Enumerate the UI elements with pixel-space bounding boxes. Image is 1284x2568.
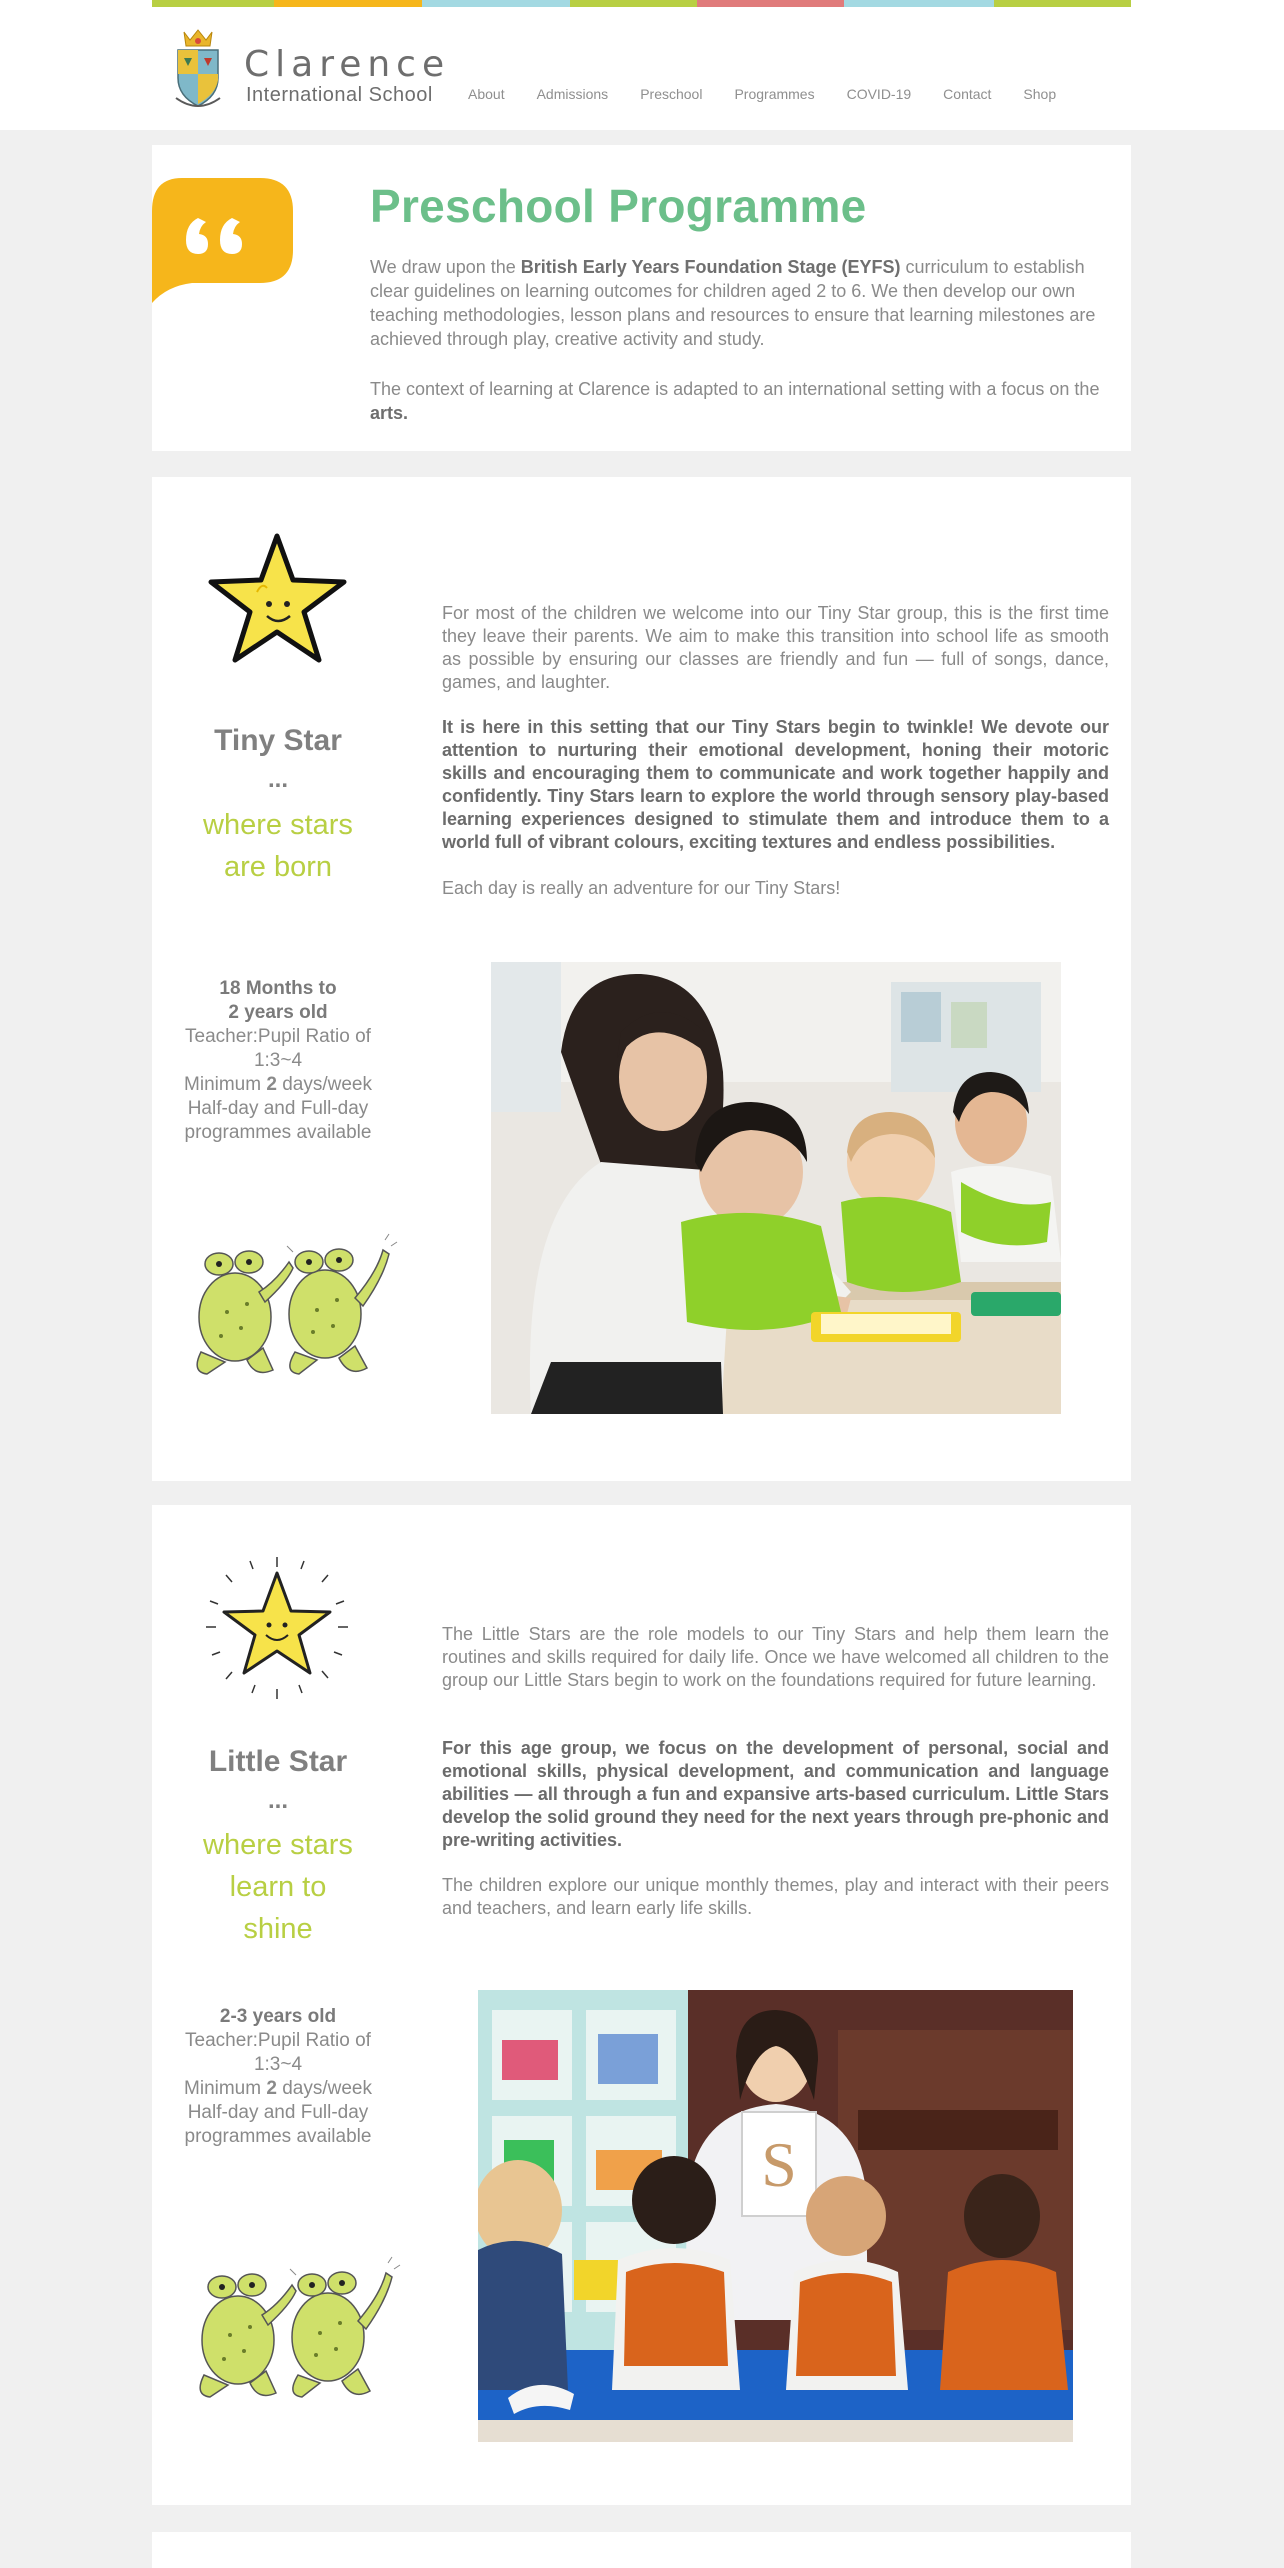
minimum-days: Minimum 2 days/week bbox=[184, 2078, 372, 2099]
programme-note-1: Half-day and Full-day bbox=[187, 1098, 369, 1119]
tiny-star-paragraph-1: For most of the children we welcome into our Tiny Star group, this is the first time they leave their parents. We aim to make this transition into school life as smooth as possible by ensuring our classes are friendly and fun — full of songs, dance, games, and laughter. bbox=[442, 603, 1109, 692]
little-star-info bbox=[152, 2005, 404, 2149]
nav-programmes[interactable]: Programmes bbox=[734, 86, 815, 102]
nav-preschool[interactable]: Preschool bbox=[640, 86, 703, 102]
letter-card-text: S bbox=[761, 2129, 797, 2200]
tiny-star-paragraph-3: Each day is really an adventure for our Tiny Stars! bbox=[442, 878, 841, 898]
page-title: Preschool Programme bbox=[370, 180, 867, 232]
color-bar bbox=[152, 0, 1131, 7]
little-star-paragraph-2: For this age group, we focus on the development of personal, social and emotional skills, physical development, and communication and language abilities — all through a fun and expansive arts-based curriculum. Little Stars develop the solid ground they need for the next years through pre-phonic and pre-writing activities. bbox=[442, 1738, 1109, 1850]
ratio-label: Teacher:Pupil Ratio of bbox=[185, 1026, 371, 1047]
little-star-paragraph-1: The Little Stars are the role models to our Tiny Stars and help them learn the routines and skills required for daily life. Once we have welcomed all children to the group our Little Stars begin to work on the foundations required for future learning. bbox=[442, 1624, 1109, 1690]
title-ellipsis: ... bbox=[267, 766, 288, 793]
nav-admissions[interactable]: Admissions bbox=[536, 86, 609, 102]
tagline: where stars learn to shine bbox=[203, 1829, 353, 1945]
level-title: Little Star bbox=[208, 1745, 348, 1778]
main-nav bbox=[452, 86, 1072, 102]
nav-covid-19[interactable]: COVID-19 bbox=[846, 86, 912, 102]
intro-paragraph-2: The context of learning at Clarence is adapted to an international setting with a focus on the arts. bbox=[370, 379, 1100, 423]
programme-note-2: programmes available bbox=[184, 2126, 372, 2147]
age-range-2: 2 years old bbox=[228, 1002, 328, 1023]
smiling-star-icon bbox=[207, 532, 349, 664]
ratio-value: 1:3~4 bbox=[253, 1050, 303, 1071]
tagline: where stars are born bbox=[203, 809, 353, 883]
brand-name[interactable]: Clarence bbox=[244, 44, 451, 85]
level-title: Tiny Star bbox=[214, 724, 342, 757]
site-header bbox=[0, 0, 1284, 130]
programme-note-2: programmes available bbox=[184, 1122, 372, 1143]
tiny-star-section bbox=[152, 477, 1131, 1481]
nav-shop[interactable]: Shop bbox=[1023, 86, 1057, 102]
minimum-days: Minimum 2 days/week bbox=[184, 1074, 372, 1095]
ratio-label: Teacher:Pupil Ratio of bbox=[185, 2030, 371, 2051]
frogs-illustration bbox=[180, 2255, 402, 2405]
shining-star-icon bbox=[202, 1555, 352, 1701]
nav-contact[interactable]: Contact bbox=[943, 86, 992, 102]
tiny-star-classroom-photo bbox=[491, 962, 1061, 1414]
programme-note-1: Half-day and Full-day bbox=[187, 2102, 369, 2123]
age-range: 18 Months to bbox=[219, 978, 337, 999]
nav-about[interactable]: About bbox=[468, 86, 505, 102]
tiny-star-info bbox=[152, 977, 404, 1145]
frogs-illustration bbox=[177, 1232, 399, 1382]
intro-card bbox=[152, 145, 1131, 451]
next-section bbox=[152, 2532, 1131, 2568]
brand-subtitle[interactable]: International School bbox=[246, 84, 433, 106]
quote-bubble-icon bbox=[152, 178, 293, 303]
ratio-value: 1:3~4 bbox=[253, 2054, 303, 2075]
tiny-star-paragraph-2: It is here in this setting that our Tiny Stars begin to twinkle! We devote our attention to nurturing their emotional development, honing their motoric skills and encouraging them to communicate and work together happily and confidently. Tiny Stars learn to explore the world through sensory play-based learning experiences designed to stimulate them and introduce them to a world full of vibrant colours, exciting textures and endless possibilities. bbox=[442, 717, 1109, 852]
little-star-circle-time-photo bbox=[478, 1990, 1073, 2442]
school-crest-logo[interactable] bbox=[174, 28, 222, 110]
little-star-section bbox=[152, 1505, 1131, 2505]
title-ellipsis: ... bbox=[267, 1787, 288, 1814]
age-range: 2-3 years old bbox=[219, 2006, 337, 2027]
intro-paragraph-1: We draw upon the British Early Years Foundation Stage (EYFS) curriculum to establish clear guidelines on learning outcomes for children aged 2 to 6. We then develop our own teaching methodologies, lesson plans and resources to ensure that learning milestones are achieved through play, creative activity and study. bbox=[370, 257, 1096, 349]
little-star-paragraph-3: The children explore our unique monthly themes, play and interact with their peers and teachers, and learn early life skills. bbox=[442, 1875, 1109, 1918]
